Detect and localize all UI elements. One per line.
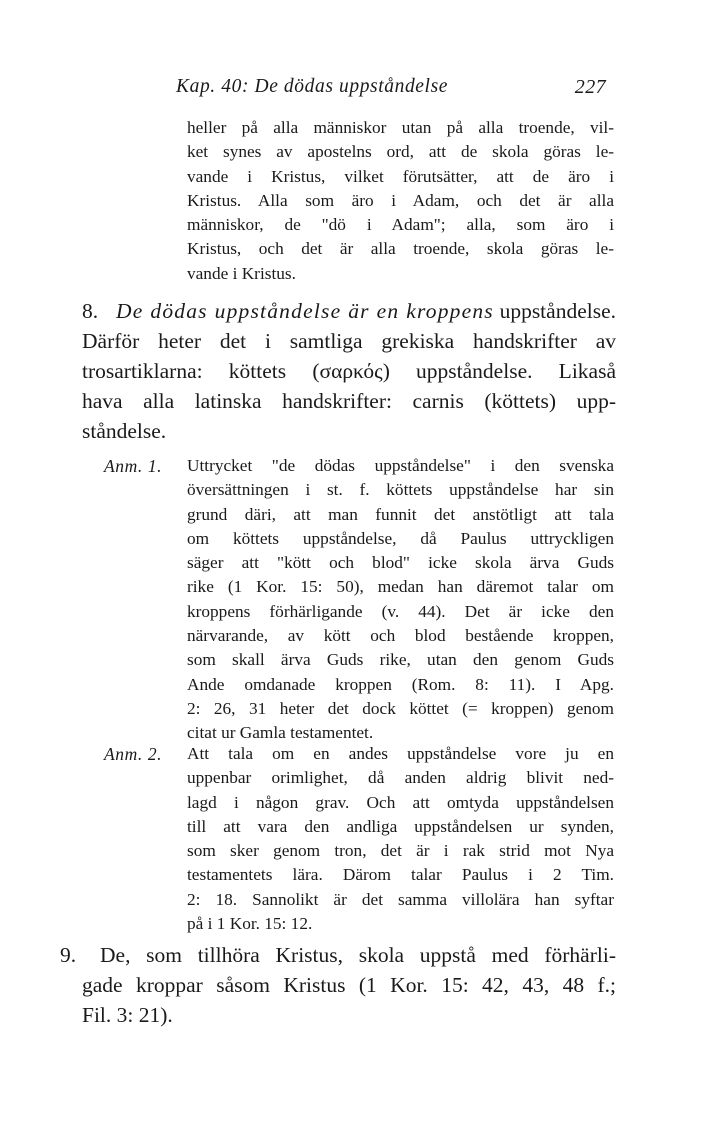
text-line: Därför heter det i samtliga grekiska handskrifter av [82,329,616,353]
text-line: trosartiklarna: köttets (σαρκός) uppståndelse. Likaså [82,359,616,383]
text-line: som sker genom tron, det är i rak strid mot Nya [187,841,614,861]
text-line: människor, de "dö i Adam"; alla, som äro i [187,215,614,235]
text-line: vande i Kristus. [187,263,296,283]
text-line: säger att "kött och blod" icke skola ärva Guds [187,553,614,573]
text-line: översättningen i st. f. köttets uppståndelse har sin [187,480,614,500]
text-line: lagd i någon grav. Och att omtyda uppståndelsen [187,792,614,812]
text-line: Uttrycket "de dödas uppståndelse" i den svenska [187,456,614,475]
text-line: kroppens förhärligande (v. 44). Det är icke den [187,601,614,621]
text-line: heller på alla människor utan på alla troende, vil- [187,118,614,137]
text-line: närvarande, av kött och blod bestående kroppen, [187,626,614,646]
text-line: 2: 18. Sannolikt är det samma villolära han syftar [187,889,614,909]
text-line: som skall ärva Guds rike, utan den genom Guds [187,650,614,670]
text-line: vande i Kristus, vilket förutsätter, att de äro i [187,166,614,186]
text-line: 2: 26, 31 heter det dock köttet (= kroppen) genom [187,698,614,718]
note-2 [187,742,614,936]
text-line: grund däri, att man funnit det anstötligt att tala [187,504,614,524]
section-8-lead-rest: uppståndelse. [499,299,616,323]
text-line: gade kroppar såsom Kristus (1 Kor. 15: 42, 43, 48 f.; [82,973,616,997]
section-9 [82,940,616,1030]
text-line: Att tala om en andes uppståndelse vore ju en [187,744,614,763]
text-line: på i 1 Kor. 15: 12. [187,914,313,934]
page-number: 227 [574,76,606,98]
text-line: Kristus, och det är alla troende, skola göras le- [187,239,614,259]
intro-paragraph [187,116,614,286]
text-line: rike (1 Kor. 15: 50), medan han däremot talar om [187,577,614,597]
text-line: testamentets lära. Därom talar Paulus i 2 Tim. [187,865,614,885]
chapter-title: Kap. 40: De dödas uppståndelse [176,76,449,97]
text-line: citat ur Gamla testamentet. [187,723,374,743]
text-line: ståndelse. [82,419,167,443]
text-line: till att vara den andliga uppståndelsen ur synden, [187,816,614,836]
note-1 [187,454,614,746]
text-line: om köttets uppståndelse, då Paulus uttryckligen [187,528,614,548]
text-line: Fil. 3: 21). [82,1003,173,1027]
note-label-2: Anm. 2. [104,744,163,764]
text-line: De, som tillhöra Kristus, skola uppstå med förhärli- [100,943,616,967]
text-line: ket synes av apostelns ord, att de skola göras le- [187,142,614,162]
section-8 [82,296,616,446]
text-line: Kristus. Alla som äro i Adam, och det är alla [187,190,614,210]
section-8-heading-line: 8. De dödas uppståndelse är en kroppens uppståndelse. [82,299,616,323]
section-8-italic-lead: De dödas uppståndelse är en kroppens [116,299,494,323]
text-line: Ande omdanade kroppen (Rom. 8: 11). I Apg. [187,674,614,694]
text-line: hava alla latinska handskrifter: carnis (köttets) upp- [82,389,616,413]
note-label-1: Anm. 1. [104,456,163,476]
text-line: uppenbar orimlighet, då anden aldrig blivit ned- [187,768,614,788]
running-header [176,76,616,106]
section-number: 9. [60,943,77,967]
